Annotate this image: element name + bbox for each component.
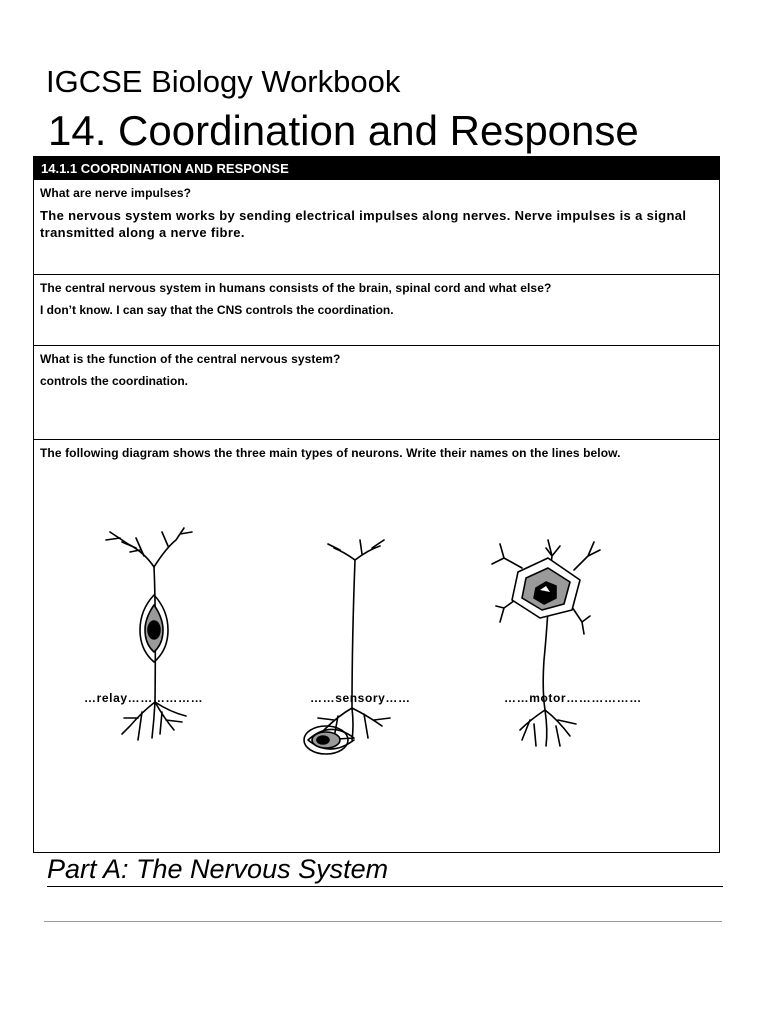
question-block-cns-parts: [34, 275, 719, 346]
question-text: The central nervous system in humans consists of the brain, spinal cord and what else?: [40, 281, 552, 295]
question-block-nerve-impulses: [34, 180, 719, 275]
workbook-subtitle: IGCSE Biology Workbook: [46, 64, 401, 99]
question-text: What are nerve impulses?: [40, 186, 192, 200]
chapter-title: 14. Coordination and Response: [48, 107, 639, 154]
sensory-neuron-drawing: [304, 540, 390, 754]
diagram-instruction: The following diagram shows the three main types of neurons. Write their names on the lines below.: [40, 446, 621, 460]
relay-neuron-drawing: [106, 528, 192, 740]
part-a-heading: Part A: The Nervous System: [47, 852, 723, 887]
answer-text[interactable]: I don’t know. I can say that the CNS controls the coordination.: [40, 303, 394, 317]
sensory-label[interactable]: ……sensory……: [310, 691, 411, 705]
relay-label[interactable]: …relay………………: [84, 691, 204, 705]
motor-neuron-drawing: [492, 540, 600, 746]
section-header: 14.1.1 COORDINATION AND RESPONSE: [34, 157, 719, 180]
answer-text[interactable]: The nervous system works by sending electrical impulses along nerves. Nerve impulses is a signal transmitted along a nerve fibre.: [40, 208, 687, 240]
motor-label[interactable]: ……motor………………: [504, 691, 642, 705]
answer-text[interactable]: controls the coordination.: [40, 374, 189, 388]
neuron-diagram-block: [34, 440, 719, 852]
question-block-cns-function: [34, 346, 719, 440]
neuron-diagram: [34, 440, 719, 852]
question-text: What is the function of the central nervous system?: [40, 352, 341, 366]
divider-line: [44, 921, 722, 922]
worksheet-box: [33, 156, 720, 853]
